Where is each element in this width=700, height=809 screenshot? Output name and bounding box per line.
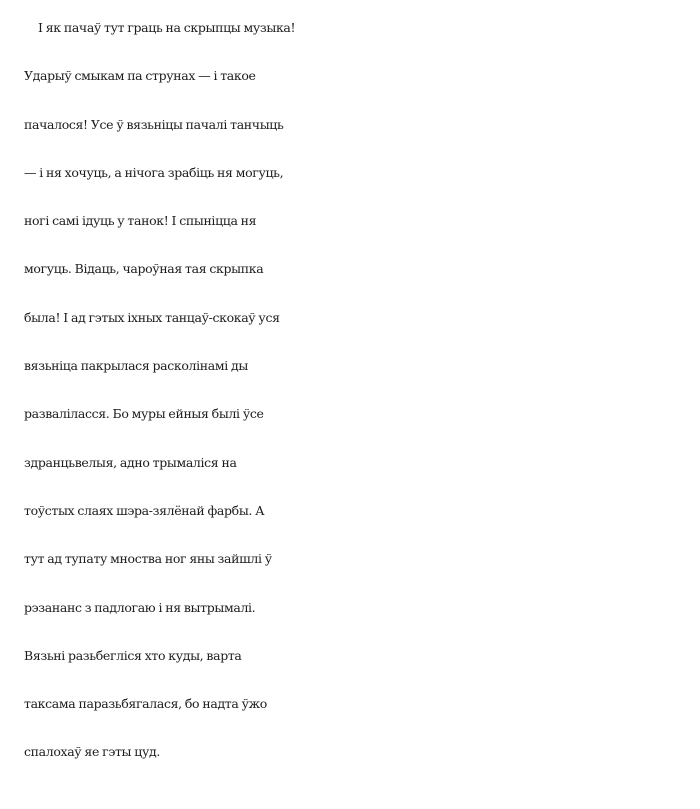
text-line: тут ад тупату мноства ног яны зайшлі ў <box>24 551 272 567</box>
text-line: разваліласся. Бо муры ейныя былі ўсе <box>24 406 264 422</box>
text-line: І як пачаў тут граць на скрыпцы музыка! <box>38 20 296 35</box>
text-line: ногі самі ідуць у танок! І спыніцца ня <box>24 213 257 229</box>
text-line: — і ня хочуць, а нічога зрабіць ня могуць, <box>24 164 284 180</box>
text-line: таксама паразьбягалася, бо надта ўжо <box>24 696 267 712</box>
text-line: тоўстых слаях шэра-зялёнай фарбы. А <box>24 502 265 518</box>
text-line: Вязьні разьбегліся хто куды, варта <box>24 647 242 663</box>
text-line: Ударыў смыкам па струнах — і такое <box>24 68 256 84</box>
text-line: здранцьвелыя, адно трымаліся на <box>24 454 237 470</box>
text-line: вязьніца пакрылася расколінамі ды <box>24 358 248 374</box>
text-line: пачалося! Усе ў вязьніцы пачалі танчыць <box>24 116 284 132</box>
text-line: рэзананс з падлогаю і ня вытрымалі. <box>24 599 256 615</box>
text-line: была! І ад гэтых іхных танцаў-скокаў уся <box>24 309 280 325</box>
text-line: спалохаў яе гэты цуд. <box>24 744 160 760</box>
text-line: могуць. Відаць, чароўная тая скрыпка <box>24 261 264 277</box>
story-paragraph <box>24 4 684 777</box>
